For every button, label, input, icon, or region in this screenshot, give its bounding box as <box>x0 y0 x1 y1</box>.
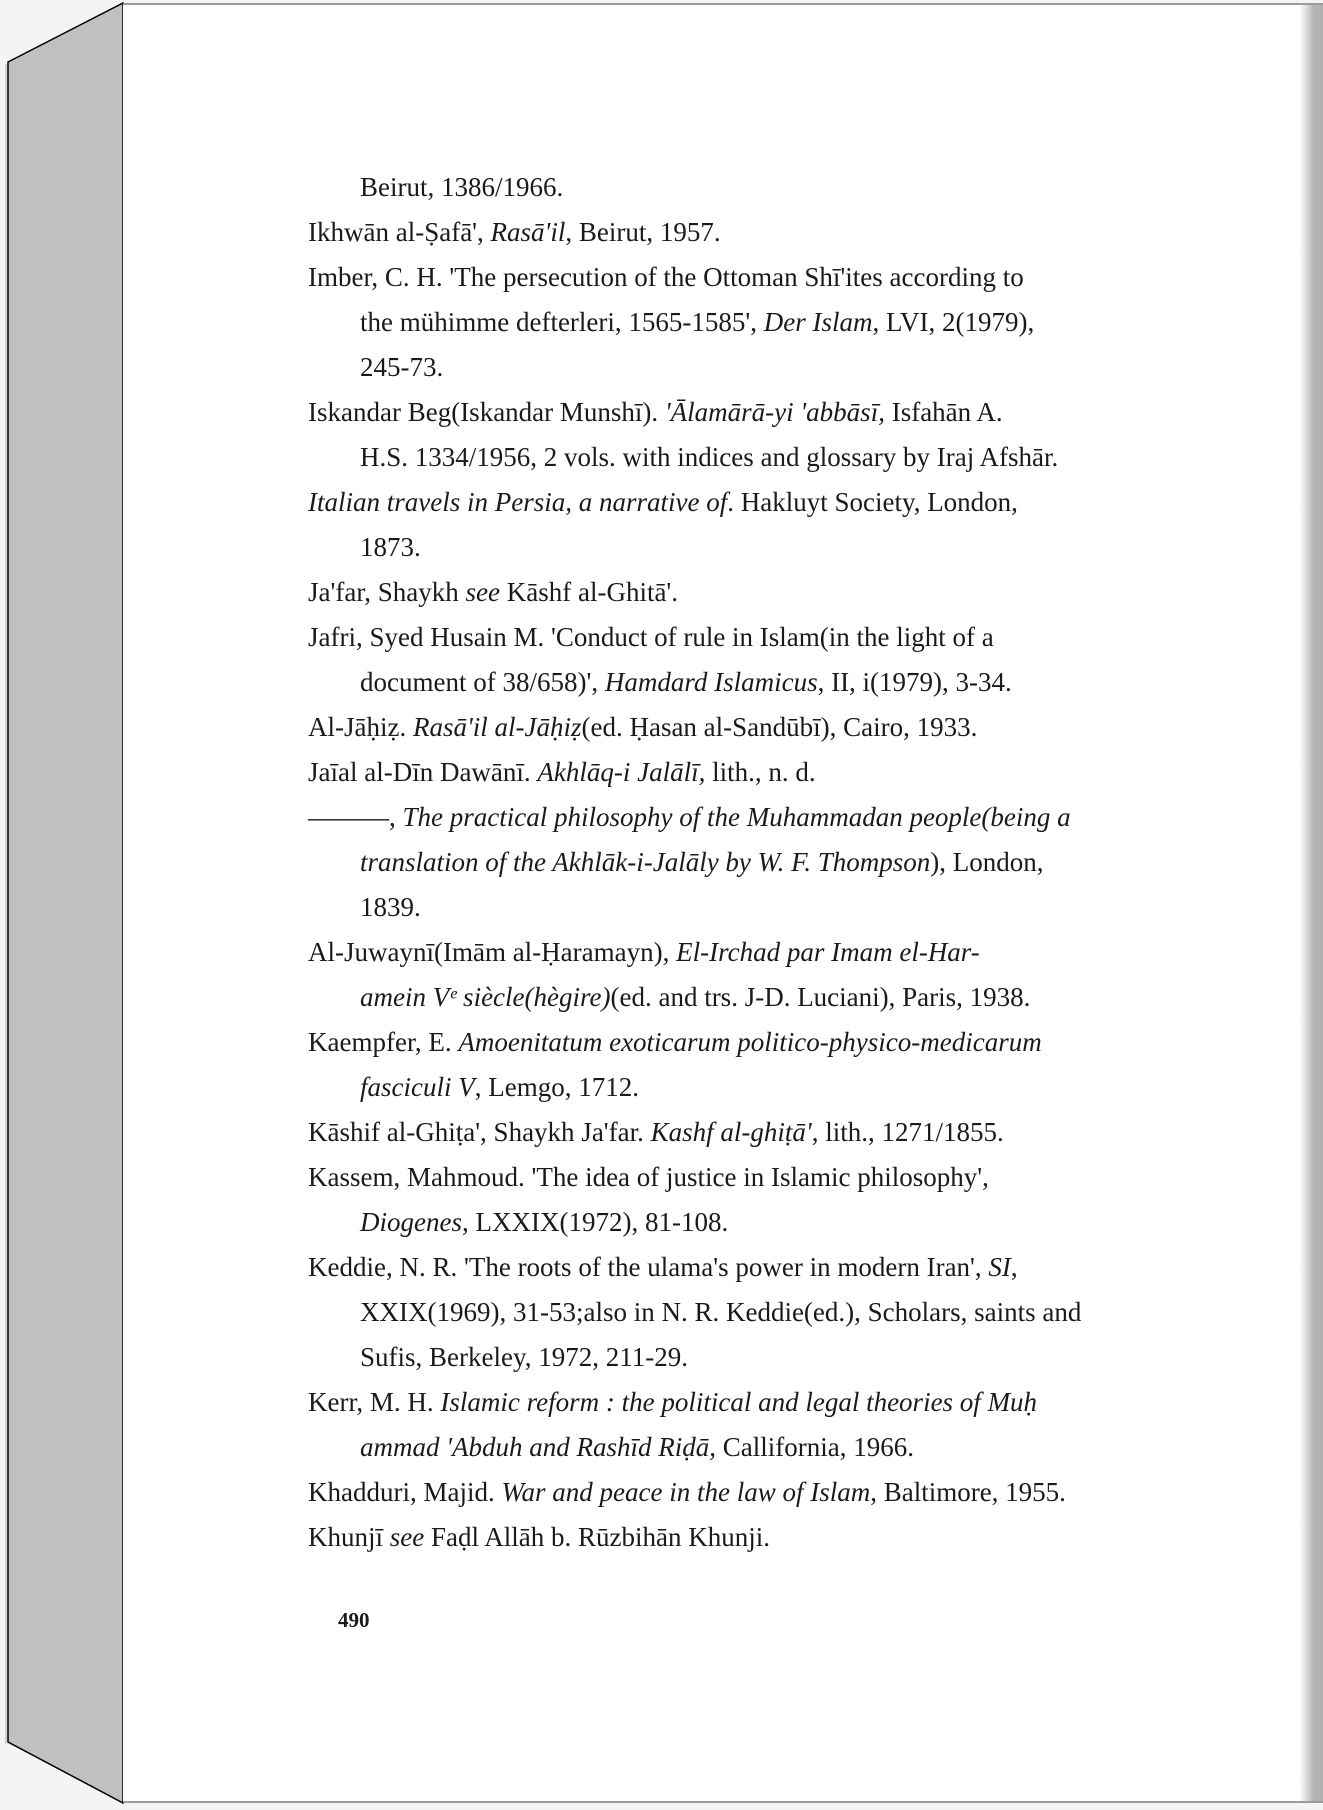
entry-text: ———, <box>308 802 403 832</box>
entry-text: , <box>1010 1252 1018 1282</box>
entry-text: (ed. Ḥasan al-Sandūbī), Cairo, 1933. <box>581 712 978 742</box>
entry-text: Keddie, N. R. 'The roots of the ulama's power in modern Iran', <box>308 1252 989 1282</box>
entry-text: , LVI, 2(1979), <box>872 307 1035 337</box>
entry-text: Isfahān A. <box>884 397 1003 427</box>
entry-text: , lith., 1271/1855. <box>811 1117 1004 1147</box>
book-spine-shape <box>0 0 130 1806</box>
italic-title: SI <box>988 1252 1011 1282</box>
entry-text: Jaīal al-Dīn Dawānī. <box>308 757 538 787</box>
entry-text: Kassem, Mahmoud. 'The idea of justice in Islamic philosophy', <box>308 1162 989 1192</box>
entry-text: , LXXIX(1972), 81-108. <box>461 1207 729 1237</box>
entry-text: Kaempfer, E. <box>308 1027 459 1057</box>
entry-line <box>308 1335 1168 1380</box>
entry-text: 1839. <box>360 892 421 922</box>
italic-title: Akhlāq-i Jalālī, <box>537 757 706 787</box>
bibliography-entry <box>308 1245 1168 1380</box>
page-edge-shadow <box>1299 5 1323 1801</box>
entry-text: lith., n. d. <box>705 757 816 787</box>
entry-line <box>308 795 1168 840</box>
entry-line <box>308 885 1168 930</box>
entry-text: . Hakluyt Society, London, <box>727 487 1018 517</box>
entry-line <box>308 1515 1168 1560</box>
italic-title: Italian travels in Persia, a narrative of <box>308 487 728 517</box>
italic-title: fasciculi V <box>360 1072 475 1102</box>
italic-title: see <box>389 1522 425 1552</box>
bibliography-entry <box>308 930 1168 1020</box>
entry-line <box>308 1065 1168 1110</box>
entry-text: ), London, <box>930 847 1044 877</box>
page-number: 490 <box>338 1608 370 1632</box>
entry-text: Khunjī <box>308 1522 390 1552</box>
entry-text: 245-73. <box>360 352 444 382</box>
entry-text: the mühimme defterleri, 1565-1585', <box>360 307 764 337</box>
italic-title: amein Vᵉ siècle(hègire) <box>360 982 611 1012</box>
italic-title: Rasā'il <box>490 217 566 247</box>
bibliography-entry <box>308 795 1168 930</box>
entry-line <box>308 1020 1168 1065</box>
entry-text: , Lemgo, 1712. <box>474 1072 639 1102</box>
entry-text: , Beirut, 1957. <box>565 217 721 247</box>
italic-title: see <box>465 577 500 607</box>
entry-line <box>308 930 1168 975</box>
entry-text: (ed. and trs. J-D. Luciani), Paris, 1938. <box>610 982 1031 1012</box>
bibliography-entry <box>308 390 1168 480</box>
bibliography-entry <box>308 255 1168 390</box>
entry-text: Ja'far, Shaykh <box>308 577 466 607</box>
entry-line <box>308 165 1168 210</box>
entry-line <box>308 210 1168 255</box>
bibliography-entry <box>308 1470 1168 1515</box>
entry-line <box>308 1380 1168 1425</box>
bibliography-entry <box>308 1515 1168 1560</box>
bibliography-entry <box>308 1380 1168 1470</box>
italic-title: The practical philosophy of the Muhammadan people(being a <box>402 802 1071 832</box>
italic-title: translation of the Akhlāk-i-Jalāly by W. F. Thompson <box>360 847 931 877</box>
entry-text: Kerr, M. H. <box>308 1387 441 1417</box>
entry-text: Kāshif al-Ghiṭa', Shaykh Ja'far. <box>308 1117 651 1147</box>
entry-text: Al-Jāḥiẓ. <box>308 712 413 742</box>
entry-line <box>308 255 1168 300</box>
entry-line <box>308 615 1168 660</box>
entry-line <box>308 1290 1168 1335</box>
entry-line <box>308 525 1168 570</box>
entry-text: Khadduri, Majid. <box>308 1477 502 1507</box>
italic-title: ammad 'Abduh and Rashīd Riḍā, <box>360 1432 717 1462</box>
italic-title: Diogenes <box>360 1207 462 1237</box>
entry-text: Kāshf al-Ghitā'. <box>499 577 679 607</box>
entry-line <box>308 660 1168 705</box>
entry-text: Ikhwān al-Ṣafā', <box>308 217 491 247</box>
entry-line <box>308 975 1168 1020</box>
entry-line <box>308 1110 1168 1155</box>
italic-title: Hamdard Islamicus <box>604 667 818 697</box>
entry-line <box>308 300 1168 345</box>
italic-title: Islamic reform : the political and legal theories of Muḥ <box>440 1387 1038 1417</box>
entry-text: Iskandar Beg(Iskandar Munshī). <box>308 397 665 427</box>
entry-line <box>308 345 1168 390</box>
entry-line <box>308 750 1168 795</box>
entry-line <box>308 570 1168 615</box>
entry-text: Al-Juwaynī(Imām al-Ḥaramayn), <box>308 937 677 967</box>
italic-title: Amoenitatum exoticarum politico-physico-medicarum <box>458 1027 1042 1057</box>
bibliography-entry <box>308 1020 1168 1110</box>
entry-line <box>308 390 1168 435</box>
entry-line <box>308 1425 1168 1470</box>
entry-text: , Baltimore, 1955. <box>870 1477 1066 1507</box>
entry-text: Callifornia, 1966. <box>716 1432 914 1462</box>
entry-text: Beirut, 1386/1966. <box>360 172 564 202</box>
bibliography-entry <box>308 705 1168 750</box>
entry-text: Jafri, Syed Husain M. 'Conduct of rule in Islam(in the light of a <box>308 622 994 652</box>
entry-line <box>308 1200 1168 1245</box>
italic-title: Kashf al-ghiṭā' <box>650 1117 812 1147</box>
entry-line <box>308 1470 1168 1515</box>
bibliography-entry <box>308 165 1168 210</box>
bibliography-entry <box>308 1110 1168 1155</box>
entry-text: , II, i(1979), 3-34. <box>817 667 1012 697</box>
entry-text: 1873. <box>360 532 421 562</box>
bibliography-list <box>308 165 1168 1560</box>
bibliography-entry <box>308 1155 1168 1245</box>
italic-title: War and peace in the law of Islam <box>501 1477 871 1507</box>
bibliography-entry <box>308 750 1168 795</box>
italic-title: 'Ālamārā-yi 'abbāsī, <box>664 397 885 427</box>
italic-title: Rasā'il al-Jāḥiẓ <box>412 712 582 742</box>
entry-text: XXIX(1969), 31-53;also in N. R. Keddie(ed.), Scholars, saints and <box>360 1297 1082 1327</box>
book-spine <box>0 0 130 1806</box>
bibliography-entry <box>308 210 1168 255</box>
entry-text: document of 38/658)', <box>360 667 605 697</box>
entry-line <box>308 435 1168 480</box>
entry-line <box>308 840 1168 885</box>
entry-line <box>308 1245 1168 1290</box>
entry-text: Imber, C. H. 'The persecution of the Ottoman Shī'ites according to <box>308 262 1024 292</box>
bibliography-entry <box>308 570 1168 615</box>
bibliography-entry <box>308 480 1168 570</box>
entry-line <box>308 705 1168 750</box>
italic-title: El-Irchad par Imam el-Har- <box>676 937 980 967</box>
entry-text: Faḍl Allāh b. Rūzbihān Khunji. <box>424 1522 770 1552</box>
bibliography-entry <box>308 615 1168 705</box>
entry-text: H.S. 1334/1956, 2 vols. with indices and glossary by Iraj Afshār. <box>360 442 1059 472</box>
entry-text: Sufis, Berkeley, 1972, 211-29. <box>360 1342 688 1372</box>
italic-title: Der Islam <box>763 307 873 337</box>
entry-line <box>308 1155 1168 1200</box>
entry-line <box>308 480 1168 525</box>
